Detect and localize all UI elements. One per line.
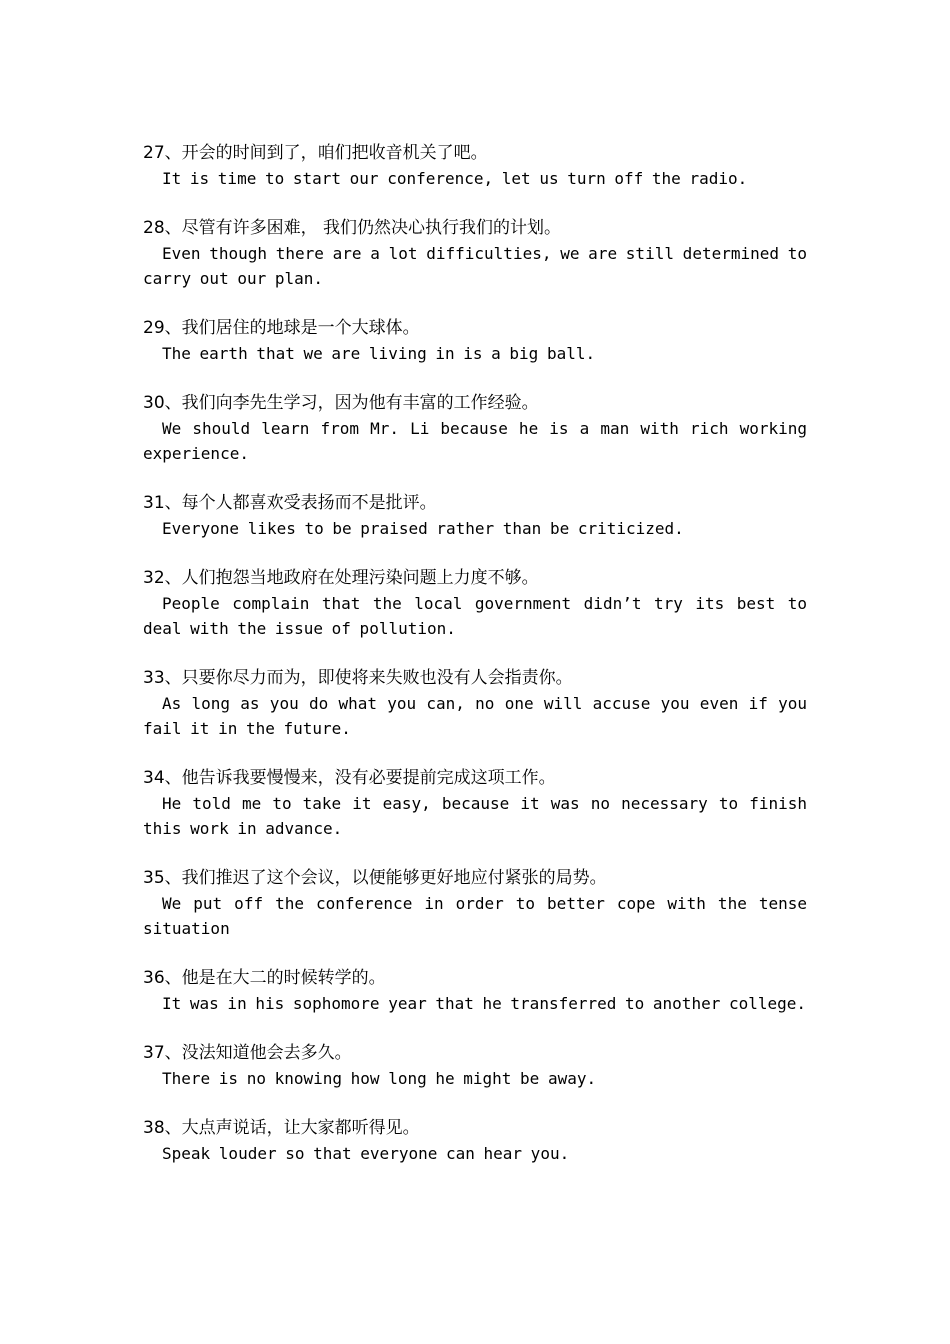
list-item — [143, 865, 807, 941]
english-translation: The earth that we are living in is a big ball. — [162, 344, 596, 363]
chinese-sentence: 32、人们抱怨当地政府在处理污染问题上力度不够。 — [143, 568, 539, 588]
english-translation: People complain that the local government didn’t try its best to deal with the issue of pollution. — [143, 594, 807, 638]
english-translation: It was in his sophomore year that he transferred to another college. — [162, 994, 807, 1013]
list-item — [143, 765, 807, 841]
english-translation: We should learn from Mr. Li because he is a man with rich working experience. — [143, 419, 807, 463]
english-translation: As long as you do what you can, no one will accuse you even if you fail it in the future. — [143, 694, 807, 738]
english-translation: Even though there are a lot difficulties, we are still determined to carry out our plan. — [143, 244, 807, 288]
english-translation: There is no knowing how long he might be away. — [162, 1069, 597, 1088]
chinese-sentence: 37、没法知道他会去多久。 — [143, 1043, 352, 1063]
list-item — [143, 565, 807, 641]
english-translation: Speak louder so that everyone can hear you. — [162, 1144, 570, 1163]
english-translation: Everyone likes to be praised rather than be criticized. — [162, 519, 684, 538]
list-item — [143, 1115, 807, 1166]
english-translation: It is time to start our conference, let us turn off the radio. — [162, 169, 748, 188]
list-item — [143, 315, 807, 366]
list-item — [143, 965, 807, 1016]
chinese-sentence: 38、大点声说话，让大家都听得见。 — [143, 1118, 420, 1138]
list-item — [143, 390, 807, 466]
chinese-sentence: 34、他告诉我要慢慢来，没有必要提前完成这项工作。 — [143, 768, 556, 788]
list-item — [143, 490, 807, 541]
chinese-sentence: 35、我们推迟了这个会议，以便能够更好地应付紧张的局势。 — [143, 868, 607, 888]
chinese-sentence: 36、他是在大二的时候转学的。 — [143, 968, 386, 988]
list-item — [143, 140, 807, 191]
chinese-sentence: 30、我们向李先生学习，因为他有丰富的工作经验。 — [143, 393, 539, 413]
translation-list — [143, 140, 807, 1190]
chinese-sentence: 28、尽管有许多困难， 我们仍然决心执行我们的计划。 — [143, 218, 562, 238]
list-item — [143, 665, 807, 741]
chinese-sentence: 29、我们居住的地球是一个大球体。 — [143, 318, 420, 338]
chinese-sentence: 33、只要你尽力而为，即使将来失败也没有人会指责你。 — [143, 668, 573, 688]
chinese-sentence: 27、开会的时间到了，咱们把收音机关了吧。 — [143, 143, 488, 163]
list-item — [143, 1040, 807, 1091]
chinese-sentence: 31、每个人都喜欢受表扬而不是批评。 — [143, 493, 437, 513]
english-translation: We put off the conference in order to better cope with the tense situation — [143, 894, 807, 938]
list-item — [143, 215, 807, 291]
english-translation: He told me to take it easy, because it was no necessary to finish this work in advance. — [143, 794, 807, 838]
